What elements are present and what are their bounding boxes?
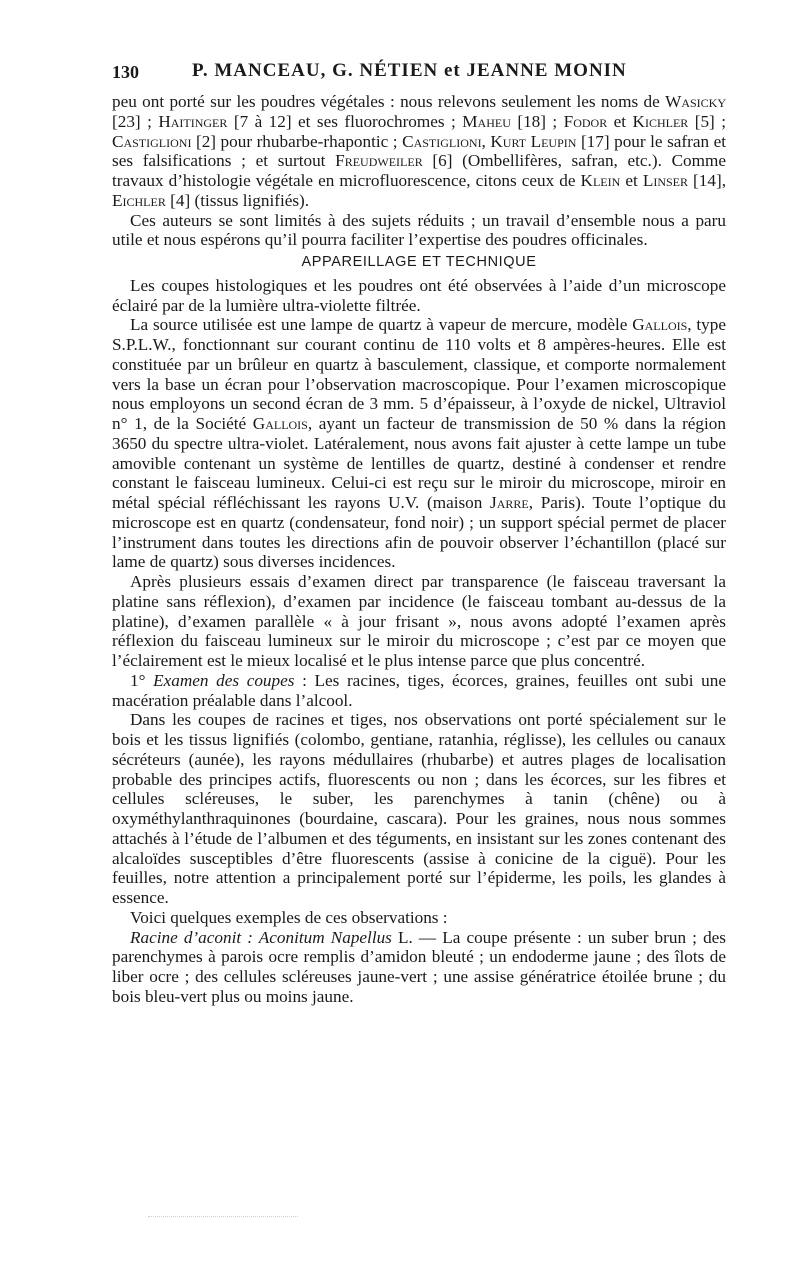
author-name: Castiglioni xyxy=(112,131,192,151)
text-run: , type S.P.L.W., fonctionnant sur courant continu de 110 volts et 8 ampères-heures. Elle est constituée par un brûleur en quartz à basculement, classique, et comporte normalement vers la base un écran pour l’observation macroscopique. Pour l’examen microscopique nous employons un second écran de 3 mm. 5 d’épaisseur, à l’oxyde de nickel, Ultraviol n° 1, de la Société xyxy=(112,315,726,433)
species-heading: Racine d’aconit : Aconitum Napellus xyxy=(130,927,392,947)
text-run: [17] pour le safran et ses falsifications ; et surtout xyxy=(112,131,726,171)
page-header xyxy=(112,60,726,90)
paragraph-references xyxy=(112,92,726,211)
author-name: Eichler xyxy=(112,190,166,210)
paragraph-examples-intro: Voici quelques exemples de ces observations : xyxy=(130,907,448,927)
body-text xyxy=(112,92,726,1007)
paragraph-scope: Ces auteurs se sont limités à des sujets réduits ; un travail d’ensemble nous a paru utile et nous espérons qu’il pourra faciliter l’expertise des poudres officinales. xyxy=(112,210,726,250)
paragraph-lamp-description xyxy=(112,315,726,572)
author-name: Wasicky xyxy=(665,92,726,111)
subsection-heading: Examen des coupes xyxy=(153,670,295,690)
author-name: Haitinger xyxy=(158,111,228,131)
text-run: , ayant un facteur de transmission de 50 % dans la région 3650 du spectre ultra-violet. Latéralement, nous avons fait ajuster à cette lampe un tube amovible contenant un système de lentilles de quartz, destiné à condenser et rendre constant le faisceau lumineux. Celui-ci est reçu sur le miroir du microscope, miroir en métal spécial réfléchissant les rayons U.V. (maison xyxy=(112,414,726,512)
author-name: Castiglioni, Kurt Leupin xyxy=(402,131,577,151)
manufacturer-name: Jarre xyxy=(490,493,529,512)
text-run: peu ont porté sur les poudres végétales : nous relevons seulement les noms de xyxy=(112,92,666,111)
paragraph-examination-mode: Après plusieurs essais d’examen direct par transparence (le faisceau traversant la platine sans réflexion), d’examen par incidence (le faisceau tombant au-dessus de la platine), d’examen parallèle « à jour frisant », nous avons adopté l’examen après réflexion du faisceau lumineux sur le miroir du microscope ; c’est par ce moyen que l’éclairement est le mieux localisé et le plus intense parce que plus concentré. xyxy=(112,572,726,670)
text-run: [6] (Ombellifères, safran, etc.). Comme travaux d’histologie végétale en microfluorescence, citons ceux de xyxy=(112,151,726,190)
text-run: : Les racines, tiges, écorces, graines, feuilles ont subi une macération préalable dans l’alcool. xyxy=(112,670,726,710)
text-run: La source utilisée est une lampe de quartz à vapeur de mercure, modèle xyxy=(130,315,633,335)
paragraph-section-examination xyxy=(112,671,726,711)
author-name: Maheu xyxy=(462,111,511,131)
paragraph-aconit xyxy=(112,928,726,1007)
text-run: [7 à 12] et ses fluorochromes ; xyxy=(227,111,463,131)
section-title: APPAREILLAGE ET TECHNIQUE xyxy=(301,254,537,270)
text-run: 1° xyxy=(130,670,154,690)
author-name: Linser xyxy=(642,171,688,190)
text-run: L. — La coupe présente : un suber brun ; des parenchymes à parois ocre remplis d’amidon bleuté ; un endoderme jaune ; des îlots de liber ocre ; des cellules scléreuses jaune-vert ; une assise génératrice étoilée brune ; du bois bleu-vert plus ou moins jaune. xyxy=(112,927,726,1006)
text-run: [18] ; xyxy=(510,111,564,131)
running-head: P. MANCEAU, G. NÉTIEN et JEANNE MONIN xyxy=(192,60,627,81)
page-number: 130 xyxy=(112,62,139,82)
text-run: [4] (tissus lignifiés). xyxy=(165,190,310,210)
text-run: [5] ; xyxy=(688,111,726,131)
text-run: et xyxy=(607,111,633,131)
text-run: [2] pour rhubarbe-rhapontic ; xyxy=(191,131,403,151)
text-run: [14], xyxy=(688,171,726,190)
author-name: Fodor xyxy=(563,111,608,131)
manufacturer-name: Gallois xyxy=(252,414,308,433)
author-name: Kichler xyxy=(632,111,689,131)
text-run: et xyxy=(620,171,643,190)
paragraph-method-intro: Les coupes histologiques et les poudres ont été observées à l’aide d’un microscope éclairé par de la lumière ultra-violette filtrée. xyxy=(112,275,726,315)
paragraph-observations: Dans les coupes de racines et tiges, nos observations ont porté spécialement sur le bois et les tissus lignifiés (colombo, gentiane, ratanhia, réglisse), les cellules ou canaux sécréteurs (aunée), les rayons médullaires (rhubarbe) et autres plages de localisation probable des principes actifs, fluorescents ou non ; dans les écorces, sur les fibres et cellules scléreuses, le suber, les parenchymes à tanin (chêne) ou à oxyméthylanthraquinones (bourdaine, cascara). Pour les graines, nous nous sommes attachés à l’étude de l’albumen et des téguments, en insistant sur les zones contenant des alcaloïdes susceptibles d’être fluorescents (assise à conicine de la ciguë). Pour les feuilles, notre attention a principalement porté sur l’épiderme, les poils, les glandes à essence. xyxy=(112,710,726,907)
manufacturer-name: Gallois xyxy=(632,315,688,335)
author-name: Freudweiler xyxy=(335,151,423,171)
author-name: Klein xyxy=(580,171,621,190)
text-run: [23] ; xyxy=(112,111,159,131)
faint-rule xyxy=(148,1216,298,1218)
text-run: , Paris). Toute l’optique du microscope est en quartz (condensateur, fond noir) ; un support spécial permet de placer l’instrument dans toutes les directions afin de pouvoir observer l’échantillon (placé sur lame de quartz) sous diverses incidences. xyxy=(112,493,726,572)
